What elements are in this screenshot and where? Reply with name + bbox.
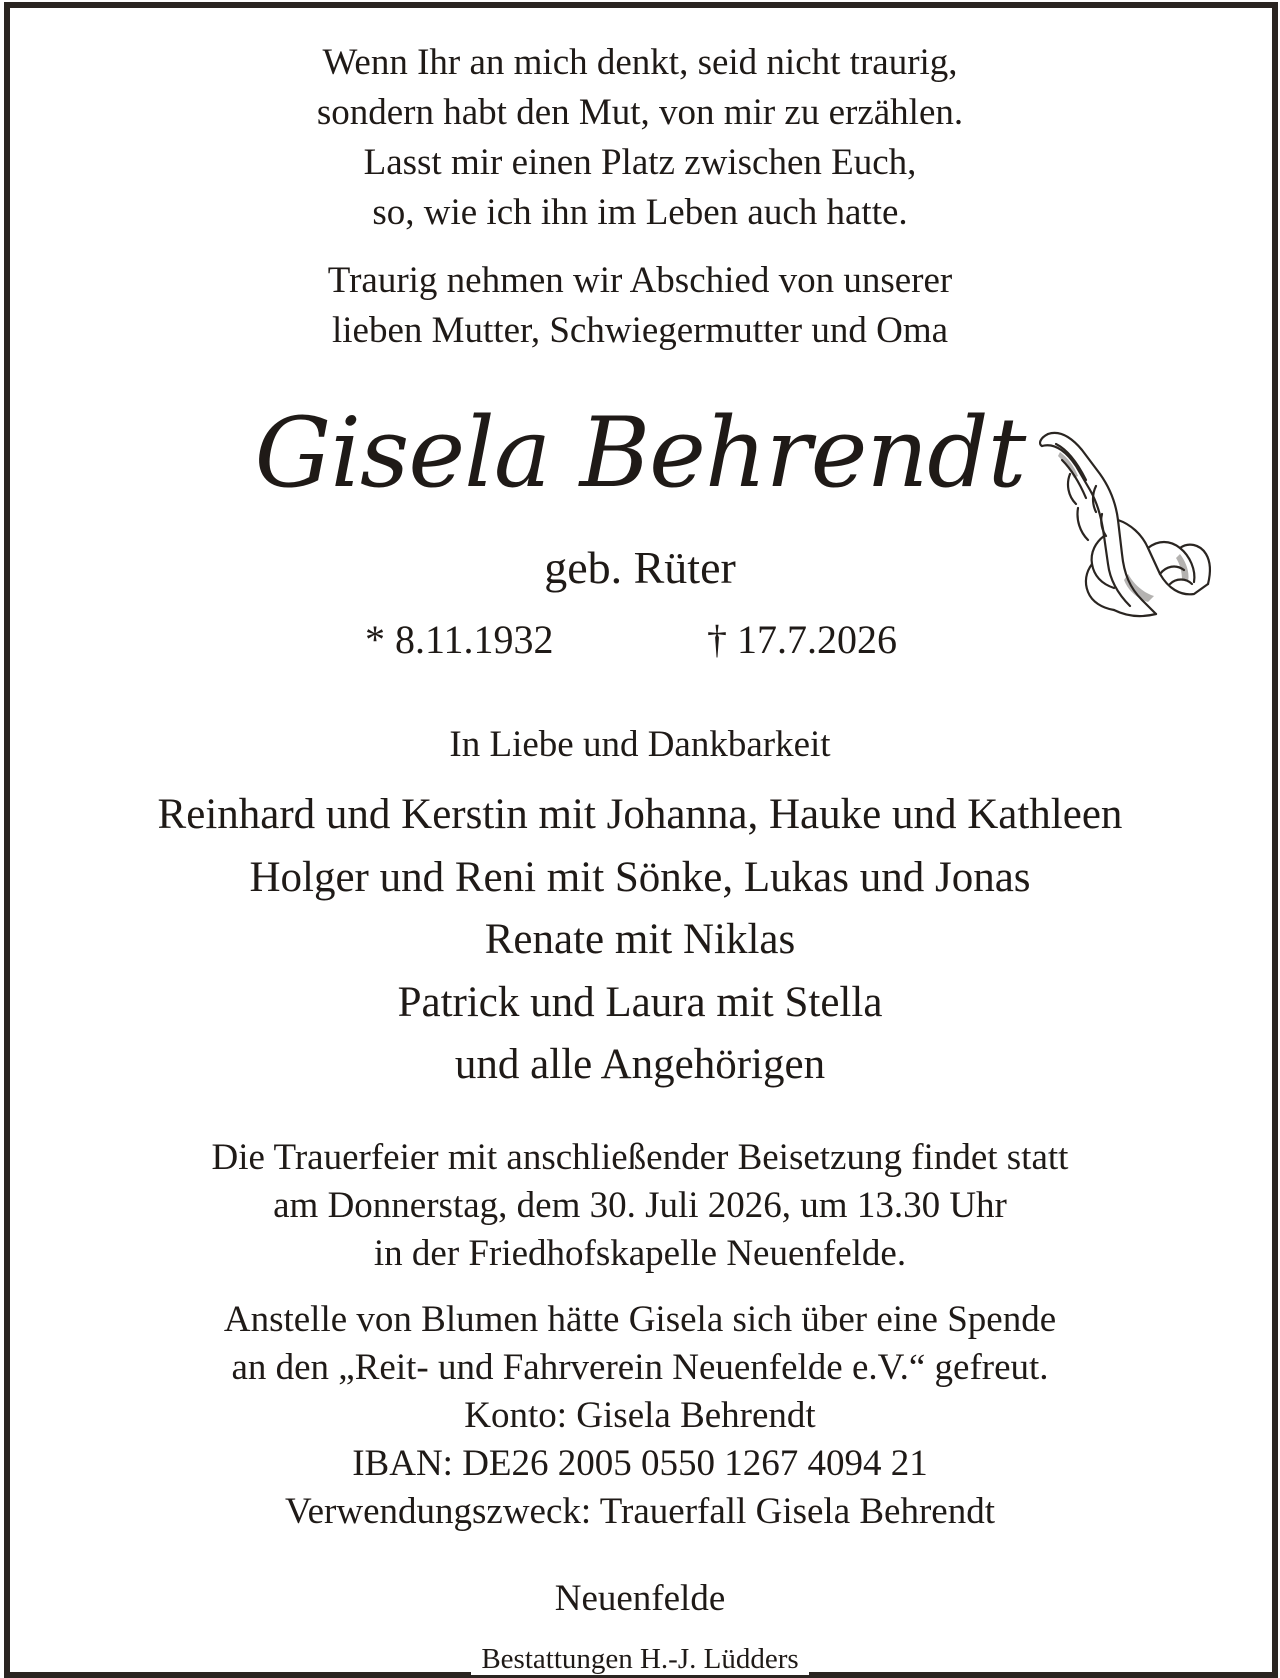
- intro-line: Traurig nehmen wir Abschied von unserer: [327, 260, 953, 301]
- intro-line: lieben Mutter, Schwiegermutter und Oma: [331, 310, 949, 351]
- birth-date: * 8.11.1932: [365, 617, 554, 662]
- undertaker-credit: [0, 1642, 1280, 1676]
- donation-line: Konto: Gisela Behrendt: [464, 1395, 816, 1436]
- mourner-line: Patrick und Laura mit Stella: [397, 978, 883, 1026]
- mourner-line: Reinhard und Kerstin mit Johanna, Hauke und Kathleen: [157, 791, 1123, 838]
- donation-info: [0, 1296, 1280, 1536]
- ceremony-info: [0, 1134, 1280, 1278]
- place-name: Neuenfelde: [554, 1578, 726, 1619]
- birth-name: geb. Rüter: [544, 542, 736, 593]
- deceased-name: Gisela Behrendt: [254, 397, 1026, 509]
- poem-line: Wenn Ihr an mich denkt, seid nicht traurig,: [322, 42, 958, 83]
- poem-line: Lasst mir einen Platz zwischen Euch,: [363, 142, 917, 183]
- thanks-line: In Liebe und Dankbarkeit: [449, 724, 831, 765]
- mourner-line: Holger und Reni mit Sönke, Lukas und Jonas: [249, 853, 1031, 901]
- ceremony-line: Die Trauerfeier mit anschließender Beisetzung findet statt: [211, 1137, 1069, 1178]
- donation-line: Anstelle von Blumen hätte Gisela sich über eine Spende: [223, 1299, 1057, 1340]
- mourner-line: und alle Angehörigen: [454, 1041, 826, 1088]
- donation-line: an den „Reit- und Fahrverein Neuenfelde e.V.“ gefreut.: [231, 1347, 1049, 1388]
- ceremony-line: in der Friedhofskapelle Neuenfelde.: [373, 1233, 907, 1274]
- intro-text: [0, 256, 1280, 356]
- poem: [0, 38, 1280, 238]
- poem-line: sondern habt den Mut, von mir zu erzählen.: [316, 92, 964, 133]
- death-date: † 17.7.2026: [707, 617, 897, 662]
- donation-line: IBAN: DE26 2005 0550 1267 4094 21: [352, 1443, 928, 1484]
- donation-line: Verwendungszweck: Trauerfall Gisela Behrendt: [285, 1491, 995, 1532]
- ceremony-line: am Donnerstag, dem 30. Juli 2026, um 13.30 Uhr: [273, 1185, 1007, 1226]
- undertaker-name: Bestattungen H.-J. Lüdders: [471, 1643, 808, 1675]
- mourner-line: Renate mit Niklas: [484, 916, 796, 963]
- poem-line: so, wie ich ihn im Leben auch hatte.: [372, 192, 908, 233]
- mourners-list: [0, 784, 1280, 1097]
